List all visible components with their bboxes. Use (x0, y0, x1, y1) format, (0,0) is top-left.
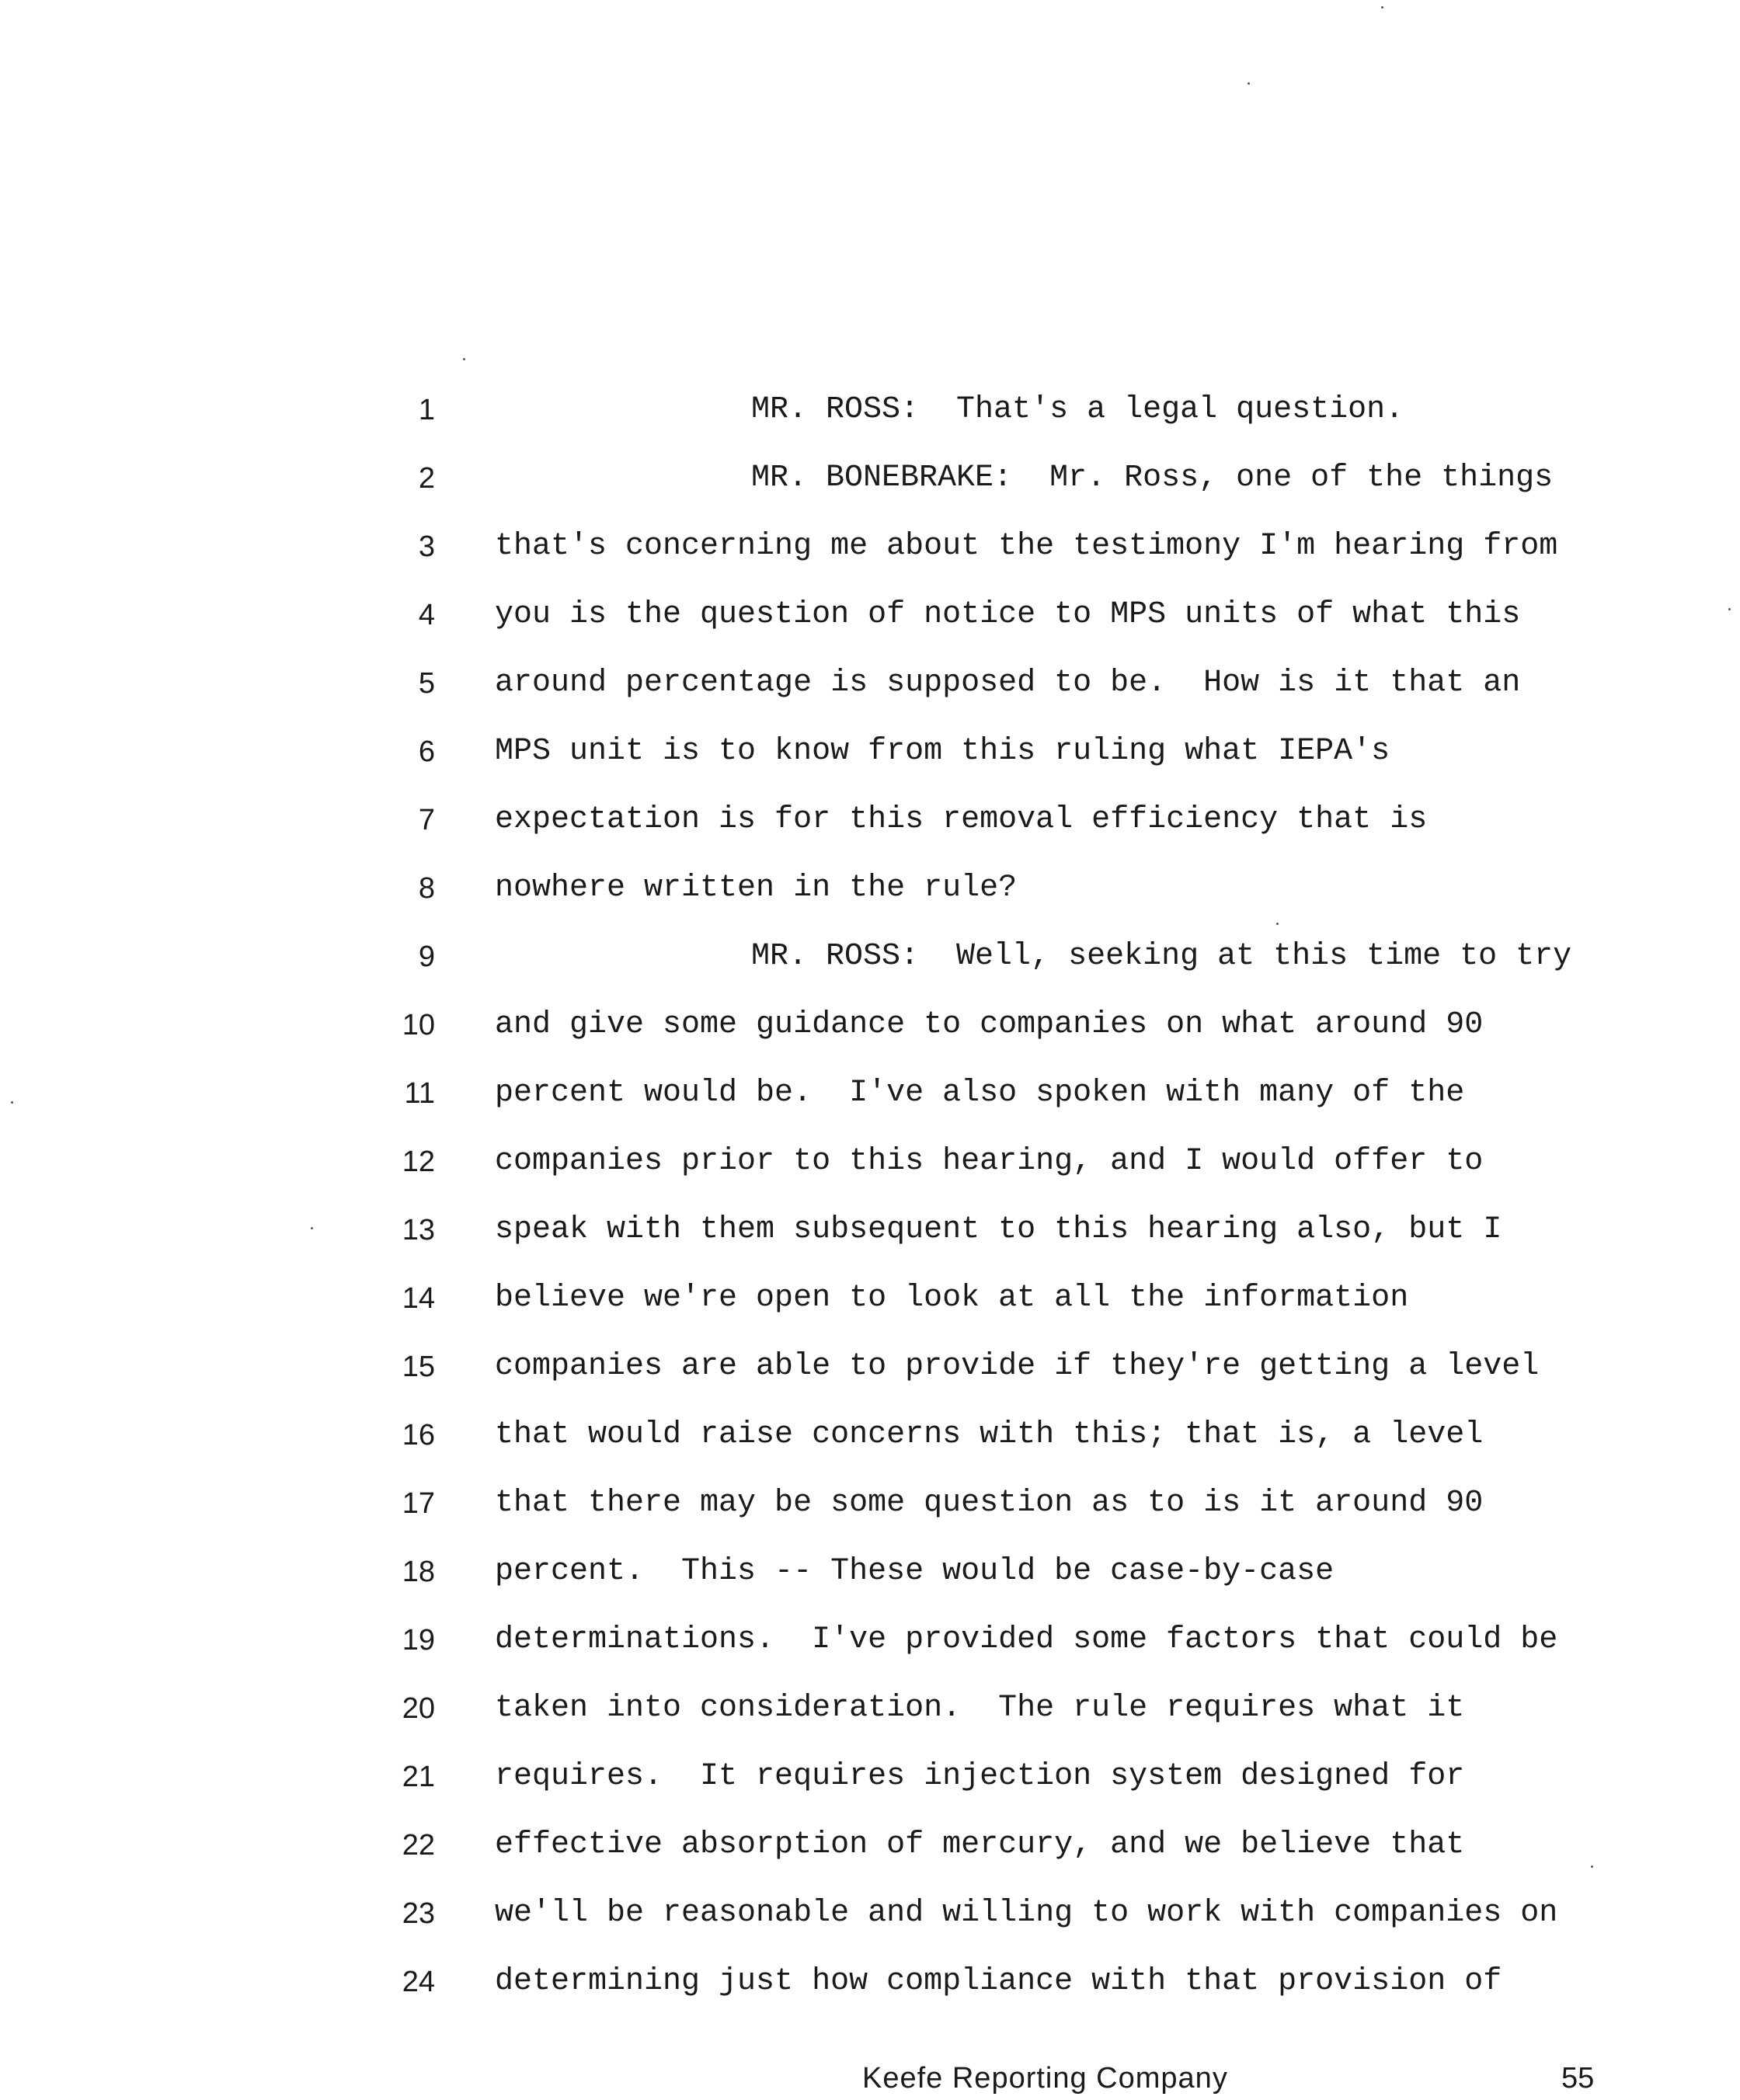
line-number: 20 (402, 1692, 435, 1725)
line-text: you is the question of notice to MPS units of what this (495, 597, 1521, 632)
line-number: 2 (418, 462, 435, 495)
line-number: 10 (402, 1009, 435, 1041)
line-text: speak with them subsequent to this hearing also, but I (495, 1212, 1502, 1247)
line-number: 24 (402, 1966, 435, 1998)
line-text: nowhere written in the rule? (495, 871, 1018, 906)
line-number: 7 (418, 804, 435, 836)
transcript-line (0, 934, 1740, 996)
line-number: 22 (402, 1829, 435, 1862)
page-number: 55 (1561, 2062, 1595, 2095)
transcript-line (0, 1139, 1740, 1201)
transcript-line (0, 1617, 1740, 1679)
transcript-line (0, 660, 1740, 722)
line-text: effective absorption of mercury, and we believe that (495, 1827, 1465, 1862)
transcript-line (0, 455, 1740, 517)
line-number: 4 (418, 599, 435, 631)
line-number: 18 (402, 1556, 435, 1588)
line-text: MPS unit is to know from this ruling what IEPA's (495, 734, 1390, 769)
line-text: that there may be some question as to is it around 90 (495, 1486, 1484, 1521)
transcript-line (0, 387, 1740, 449)
transcript-line (0, 1754, 1740, 1816)
scan-speck (1381, 6, 1383, 9)
transcript-line (0, 1959, 1740, 2021)
line-number: 8 (418, 872, 435, 905)
line-number: 14 (402, 1282, 435, 1315)
transcript-line (0, 1070, 1740, 1132)
scan-speck (311, 1227, 313, 1229)
scan-speck (1728, 608, 1731, 610)
line-number: 17 (402, 1487, 435, 1520)
transcript-line (0, 728, 1740, 791)
line-text: determining just how compliance with that provision of (495, 1964, 1502, 1999)
line-text: companies prior to this hearing, and I would offer to (495, 1144, 1484, 1179)
transcript-line (0, 1275, 1740, 1337)
line-number: 19 (402, 1624, 435, 1657)
line-text: percent would be. I've also spoken with many of the (495, 1076, 1465, 1111)
transcript-line (0, 1822, 1740, 1884)
transcript-line (0, 1549, 1740, 1611)
scan-speck (11, 1101, 13, 1104)
transcript-line (0, 797, 1740, 859)
reporting-company-name: Keefe Reporting Company (862, 2062, 1228, 2095)
transcript-line (0, 1207, 1740, 1269)
line-text: percent. This -- These would be case-by-case (495, 1554, 1335, 1589)
transcript-line (0, 1344, 1740, 1406)
line-text: believe we're open to look at all the information (495, 1281, 1409, 1316)
scan-speck (1591, 1865, 1593, 1868)
line-text: requires. It requires injection system designed for (495, 1759, 1465, 1794)
transcript-line (0, 1480, 1740, 1542)
line-number: 3 (418, 530, 435, 563)
line-number: 13 (402, 1214, 435, 1246)
scan-speck (463, 358, 465, 360)
line-text: determinations. I've provided some factors that could be (495, 1622, 1558, 1657)
line-text: companies are able to provide if they're getting a level (495, 1349, 1540, 1384)
line-text: and give some guidance to companies on what around 90 (495, 1007, 1484, 1042)
transcript-line (0, 523, 1740, 586)
transcript-line (0, 1002, 1740, 1064)
line-number: 11 (404, 1077, 435, 1110)
line-text: that would raise concerns with this; that is, a level (495, 1417, 1484, 1452)
scan-speck (1248, 82, 1250, 85)
line-number: 5 (418, 667, 435, 700)
page-footer (0, 2057, 1740, 2100)
line-number: 23 (402, 1897, 435, 1930)
transcript-line (0, 1685, 1740, 1747)
line-number: 12 (402, 1146, 435, 1178)
line-number: 16 (402, 1419, 435, 1452)
line-text: MR. ROSS: That's a legal question. (751, 392, 1404, 427)
line-number: 15 (402, 1351, 435, 1383)
line-text: MR. BONEBRAKE: Mr. Ross, one of the things (751, 461, 1554, 495)
transcript-line (0, 865, 1740, 927)
transcript-line (0, 1412, 1740, 1474)
line-number: 9 (418, 940, 435, 973)
line-number: 1 (418, 394, 435, 426)
transcript-line (0, 1890, 1740, 1952)
transcript-line (0, 592, 1740, 654)
line-text: taken into consideration. The rule requires what it (495, 1691, 1465, 1726)
line-text: that's concerning me about the testimony I'm hearing from (495, 529, 1558, 564)
line-text: we'll be reasonable and willing to work with companies on (495, 1896, 1558, 1931)
line-text: MR. ROSS: Well, seeking at this time to try (751, 939, 1572, 974)
scan-speck (1276, 923, 1279, 925)
line-text: expectation is for this removal efficiency that is (495, 802, 1428, 837)
line-number: 6 (418, 735, 435, 768)
line-number: 21 (402, 1761, 435, 1793)
line-text: around percentage is supposed to be. How is it that an (495, 666, 1521, 701)
